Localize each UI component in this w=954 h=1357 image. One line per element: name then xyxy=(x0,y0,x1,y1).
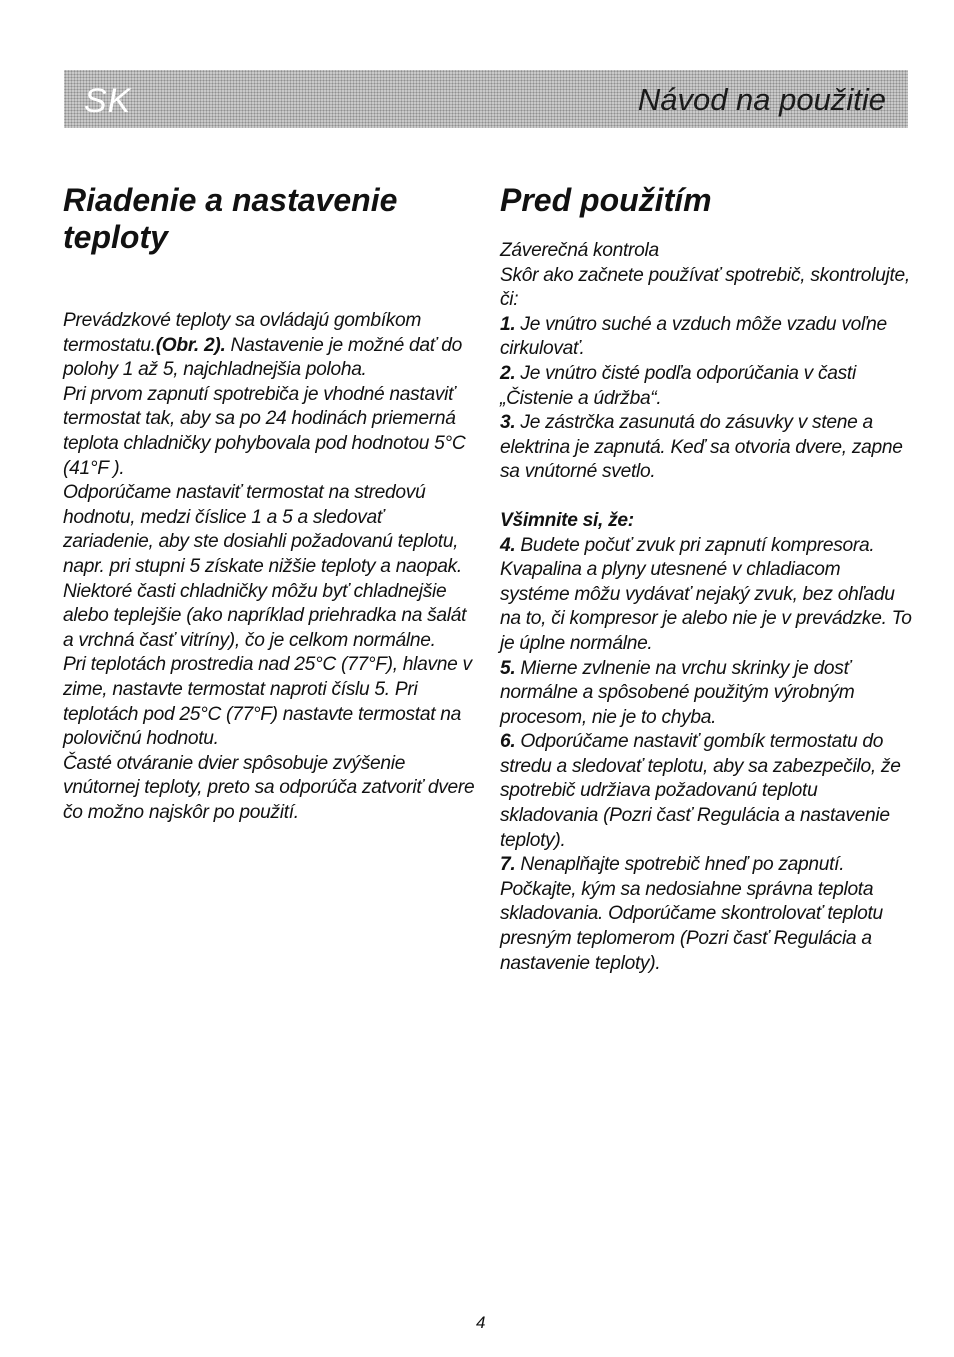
page-number: 4 xyxy=(476,1313,486,1332)
heading-line-1: Riadenie a nastavenie xyxy=(63,182,398,218)
left-column xyxy=(63,182,475,825)
final-check-subheading: Záverečná kontrola xyxy=(500,240,659,261)
list-item xyxy=(500,411,912,485)
item-text: Odporúčame nastaviť gombík termostatu do stredu a sledovať teplotu, aby sa zabezpečilo, že spotrebič udržiava požadovanú teplotu skladovania (Pozri časť Regulácia a nastavenie teploty). xyxy=(500,731,901,851)
item-number: 7. xyxy=(500,854,516,876)
item-text: Je vnútro suché a vzduch môže vzadu voľne cirkulovať. xyxy=(500,313,887,360)
list-item xyxy=(500,534,912,657)
paragraph: Časté otváranie dvier spôsobuje zvýšenie vnútornej teploty, preto sa odporúča zatvoriť dvere čo možno najskôr po použití. xyxy=(63,752,475,823)
list-item xyxy=(500,730,912,853)
item-number: 5. xyxy=(500,657,516,679)
paragraph: Pri teplotách prostredia nad 25°C (77°F), hlavne v zime, nastavte termostat naproti číslu 5. Pri teplotách pod 25°C (77°F) nastavte termostat na polovičnú hodnotu. xyxy=(63,654,472,750)
item-number: 6. xyxy=(500,731,516,753)
item-text: Je vnútro čisté podľa odporúčania v časti „Čistenie a údržba“. xyxy=(500,362,856,409)
paragraph xyxy=(63,309,475,383)
notes-heading: Všimnite si, že: xyxy=(500,509,634,531)
paragraph-text: Nastavenie je možné dať do polohy 1 až 5, najchladnejšia poloha. xyxy=(63,334,463,381)
right-column xyxy=(500,182,912,976)
item-number: 4. xyxy=(500,534,516,556)
item-number: 3. xyxy=(500,412,516,434)
before-use-text xyxy=(500,239,912,976)
language-code: SK xyxy=(84,82,132,120)
header-band xyxy=(64,70,908,128)
temperature-control-heading xyxy=(63,182,475,256)
paragraph: Odporúčame nastaviť termostat na stredovú hodnotu, medzi číslice 1 a 5 a sledovať zariadenie, aby ste dosiahli požadovanú teplotu, napr. pri stupni 5 získate nižšie teploty a naopak. xyxy=(63,482,462,577)
heading-line-2: teploty xyxy=(63,219,168,255)
temperature-control-text xyxy=(63,309,475,825)
item-text: Nenaplňajte spotrebič hneď po zapnutí. Počkajte, kým sa nedosiahne správna teplota skladovania. Odporúčame skontrolovať teplotu presným teplomerom (Pozri časť Regulácia a nastavenie teploty). xyxy=(500,854,883,974)
item-number: 1. xyxy=(500,313,516,335)
paragraph: Pri prvom zapnutí spotrebiča je vhodné nastaviť termostat tak, aby sa po 24 hodinách priemerná teplota chladničky pohybovala pod hodnotou 5°C (41°F ). xyxy=(63,383,466,479)
document-title: Návod na použitie xyxy=(637,82,886,117)
intro-text: Skôr ako začnete používať spotrebič, skontrolujte, či: xyxy=(500,264,910,311)
list-item xyxy=(500,853,912,976)
item-text: Je zástrčka zasunutá do zásuvky v stene a elektrina je zapnutá. Keď sa otvoria dvere, zapne sa vnútorné svetlo. xyxy=(500,412,903,483)
paragraph-text: Prevádzkové teploty sa ovládajú gombíkom termostatu. xyxy=(63,310,422,356)
list-item xyxy=(500,657,912,731)
item-text: Mierne zvlnenie na vrchu skrinky je dosť normálne a spôsobené použitým výrobným procesom, nie je to chyba. xyxy=(500,657,855,728)
spacer xyxy=(500,485,912,509)
item-text: Budete počuť zvuk pri zapnutí kompresora. Kvapalina a plyny utesnené v chladiacom systéme môžu vydávať nejaký zvuk, bez ohľadu na to, či kompresor je alebo nie je v prevádzke. To je úplne normálne. xyxy=(500,534,912,654)
list-item xyxy=(500,313,912,362)
before-use-heading: Pred použitím xyxy=(500,182,712,218)
list-item xyxy=(500,362,912,411)
item-number: 2. xyxy=(500,362,516,384)
figure-reference: (Obr. 2). xyxy=(155,334,226,356)
paragraph: Niektoré časti chladničky môžu byť chladnejšie alebo teplejšie (ako napríklad priehradka na šalát a vrchná časť vitríny), čo je celkom normálne. xyxy=(63,580,467,651)
